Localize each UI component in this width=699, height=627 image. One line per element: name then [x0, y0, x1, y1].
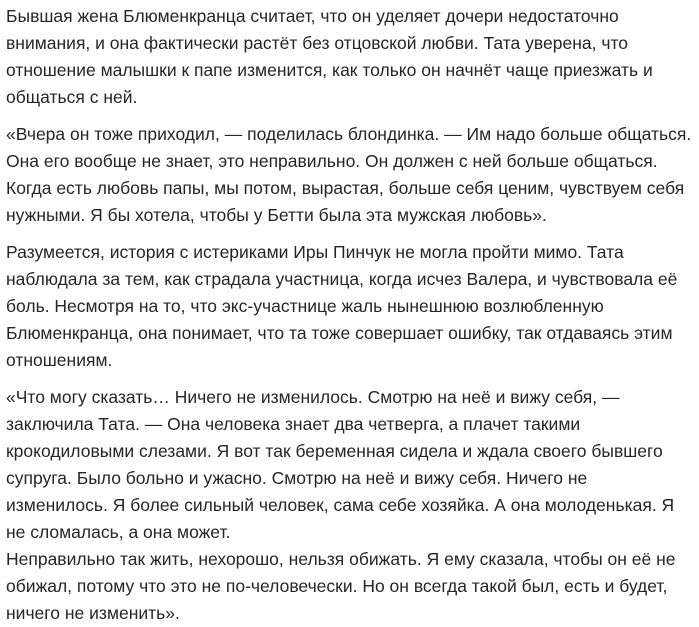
text-line: Когда есть любовь папы, мы потом, вырастая, больше себя ценим, чувствуем себя	[6, 178, 685, 198]
text-line: «Что могу сказать… Ничего не изменилось. Смотрю на неё и вижу себя, —	[6, 387, 620, 407]
text-line: внимания, и она фактически растёт без отцовской любви. Тата уверена, что	[6, 33, 628, 53]
paragraph-middle	[6, 239, 693, 374]
text-line: ничего не изменить».	[6, 603, 180, 623]
text-line: изменилось. Я более сильный человек, сама себе хозяйка. А она молоденькая. Я	[6, 495, 675, 515]
text-line: супруга. Было больно и ужасно. Смотрю на неё и вижу себя. Ничего не	[6, 468, 588, 488]
text-line: боль. Несмотря на то, что экс-участнице жаль нынешнюю возлюбленную	[6, 296, 604, 316]
text-line: нужными. Я бы хотела, чтобы у Бетти была эта мужская любовь».	[6, 205, 547, 225]
text-line: не сломалась, а она может.	[6, 522, 231, 542]
text-line: наблюдала за тем, как страдала участница, когда исчез Валера, и чувствовала её	[6, 269, 678, 289]
text-line: отношение малышки к папе изменится, как только он начнёт чаще приезжать и	[6, 60, 653, 80]
paragraph-quote-1	[6, 121, 693, 229]
text-line: «Вчера он тоже приходил, — поделилась блондинка. — Им надо больше общаться.	[6, 124, 692, 144]
paragraph-quote-2	[6, 384, 693, 627]
text-line: Бывшая жена Блюменкранца считает, что он уделяет дочери недостаточно	[6, 6, 619, 26]
text-line: заключила Тата. — Она человека знает два четверга, а плачет такими	[6, 414, 581, 434]
text-line: общаться с ней.	[6, 87, 138, 107]
text-line: Она его вообще не знает, это неправильно. Он должен с ней больше общаться.	[6, 151, 658, 171]
text-line: отношениям.	[6, 350, 113, 370]
text-line: обижал, потому что это не по-человечески. Но он всегда такой был, есть и будет,	[6, 576, 668, 596]
text-line: Неправильно так жить, нехорошо, нельзя обижать. Я ему сказала, чтобы он её не	[6, 549, 676, 569]
text-line: Разумеется, история с истериками Иры Пинчук не могла пройти мимо. Тата	[6, 242, 624, 262]
paragraph-intro	[6, 3, 693, 111]
text-line: Блюменкранца, она понимает, что та тоже совершает ошибку, так отдаваясь этим	[6, 323, 673, 343]
text-line: крокодиловыми слезами. Я вот так беременная сидела и ждала своего бывшего	[6, 441, 663, 461]
